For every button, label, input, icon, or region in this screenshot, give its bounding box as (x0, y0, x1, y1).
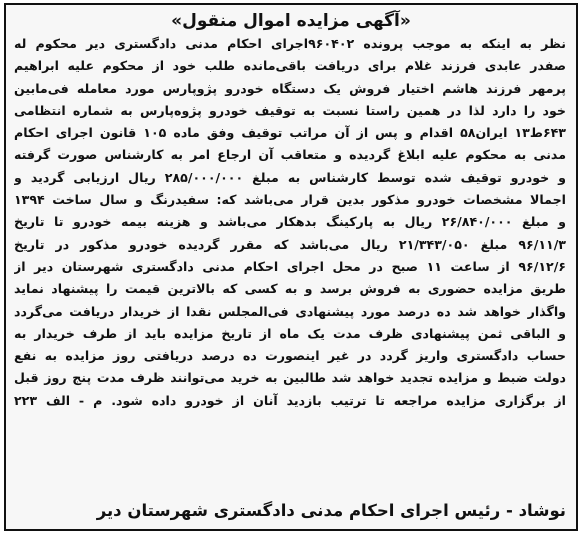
notice-line: مدنی به محکوم علیه ابلاغ گردیده و متعاقب آن ارجاع امر به کارشناس صورت گرفته (14, 147, 566, 163)
notice-line: صفدر عابدی فرزند غلام برای دریافت باقی‌مانده طلب خود از محکوم علیه ابراهیم (14, 58, 566, 74)
notice-line: ۹۶/۱۲/۶ از ساعت ۱۱ صبح در محل اجرای احکام مدنی دادگستری شهرستان دیر از (14, 258, 566, 274)
notice-line: و خودرو توقیف شده توسط کارشناس به مبلغ ۲۸۵/۰۰۰/۰۰۰ ریال ارزیابی گردید و (14, 169, 566, 185)
notice-line: نظر به اینکه به موجب پرونده ۹۶۰۴۰۲اجرای احکام مدنی دادگستری دیر محکوم له (14, 36, 566, 51)
notice-line: طریق مزایده حضوری به فروش برسد و به کسی که بالاترین قیمت را پیشنهاد نماید (14, 281, 566, 297)
auction-notice (4, 3, 578, 531)
notice-line: و مبلغ ۲۶/۸۴۰/۰۰۰ ریال به پارکینگ بدهکار می‌باشد و هزینه بیمه خودرو تا تاریخ (14, 214, 566, 230)
notice-line: ۶۴۳ط۱۳ ایران۵۸ اقدام و پس از آن مراتب توقیف وفق ماده ۱۰۵ قانون اجرای احکام (14, 125, 566, 141)
notice-line: اجمالا مشخصات خودرو مذکور بدین قرار می‌باشد که: سفیدرنگ و سال ساخت ۱۳۹۴ (14, 192, 566, 208)
notice-line: ۹۶/۱۱/۳ مبلغ ۲۱/۳۴۳/۰۵۰ ریال می‌باشد که مقرر گردیده خودرو مذکور در تاریخ (14, 236, 566, 252)
notice-line: خود را دارد لذا در همین راستا نسبت به توقیف خودرو پژوه‌پارس به شماره انتظامی (14, 102, 566, 118)
notice-line: پرمهر فرزند هاشم اختیار فروش یک دستگاه خودرو پژوپارس مورد معامله فی‌مابین (14, 80, 566, 96)
notice-line: دولت ضبط و مزایده تجدید خواهد شد طالبین به خرید می‌توانند ظرف مدت پنج روز قبل (14, 370, 566, 386)
notice-line: واگذار خواهد شد ده درصد مورد پیشنهادی فی‌المجلس نقدا از خریدار دریافت می‌گردد (14, 303, 566, 319)
notice-body (6, 33, 576, 412)
notice-line: از برگزاری مزایده مراجعه تا ترتیب بازدید آنان از خودرو داده شود. م - الف ۲۲۳ (14, 392, 566, 408)
notice-title: «آگهی مزایده اموال منقول» (171, 11, 411, 31)
notice-line: و الباقی ثمن پیشنهادی ظرف مدت یک ماه از تاریخ مزایده باید از طرف خریدار به (14, 325, 566, 341)
notice-line: حساب دادگستری واریز گردد در غیر اینصورت ده درصد دریافتی روز مزایده به نفع (14, 348, 566, 364)
notice-signature: نوشاد - رئیس اجرای احکام مدنی دادگستری شهرستان دیر (96, 501, 566, 520)
